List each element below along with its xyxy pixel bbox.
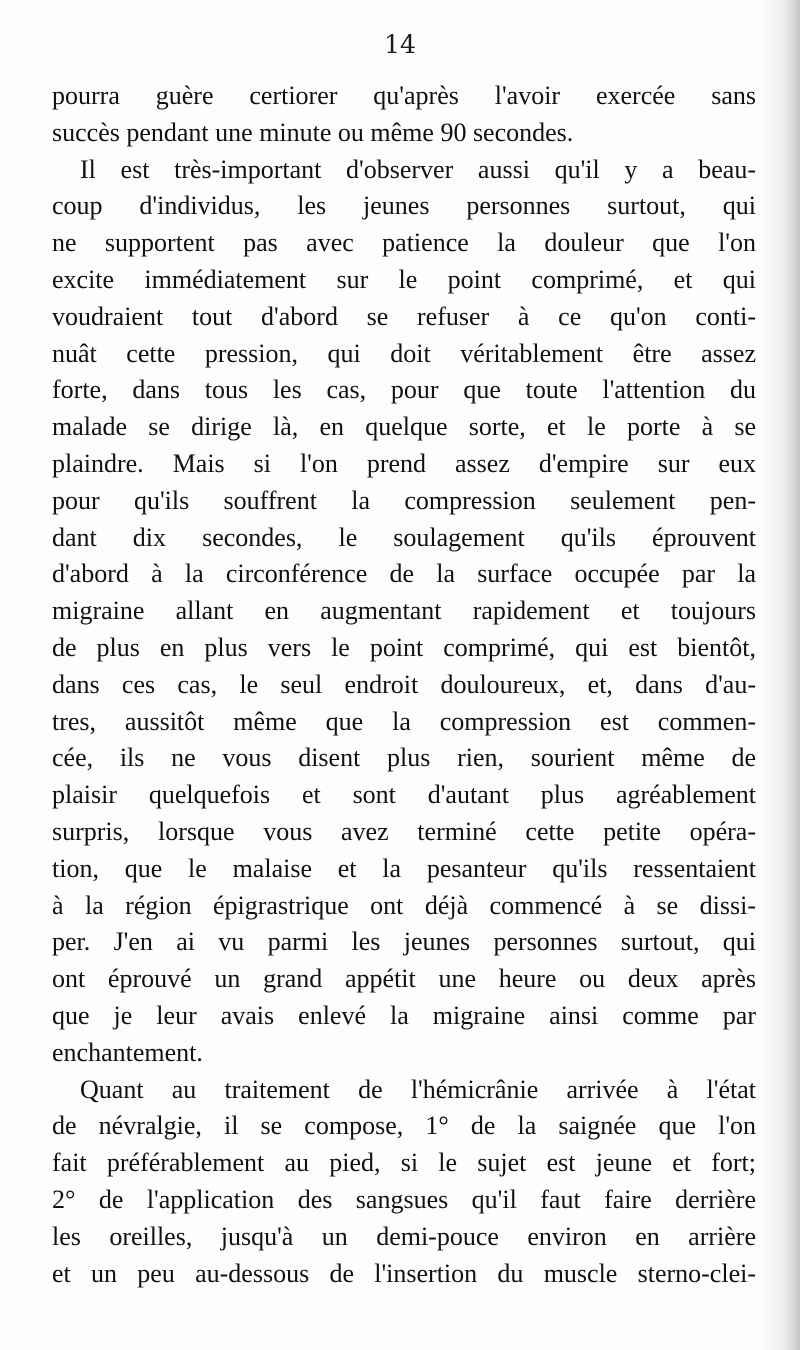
text-line: et un peu au-dessous de l'insertion du muscle sterno-clei- xyxy=(52,1258,756,1288)
text-line: dant dix secondes, le soulagement qu'ils éprouvent xyxy=(52,522,756,552)
text-line: 2° de l'application des sangsues qu'il faut faire derrière xyxy=(52,1184,756,1214)
text-line: cée, ils ne vous disent plus rien, sourient même de xyxy=(52,743,756,773)
text-line: ont éprouvé un grand appétit une heure ou deux après xyxy=(52,964,756,994)
text-line: nuât cette pression, qui doit véritablement être assez xyxy=(52,338,756,368)
text-line: fait préférablement au pied, si le sujet est jeune et fort; xyxy=(52,1148,756,1178)
text-line: per. J'en ai vu parmi les jeunes personnes surtout, qui xyxy=(52,927,756,957)
text-line: malade se dirige là, en quelque sorte, et le porte à se xyxy=(52,412,756,442)
text-line: tion, que le malaise et la pesanteur qu'ils ressentaient xyxy=(52,853,756,883)
text-line: d'abord à la circonférence de la surface occupée par la xyxy=(52,559,756,589)
text-line: pour qu'ils souffrent la compression seulement pen- xyxy=(52,485,756,515)
text-line: coup d'individus, les jeunes personnes surtout, qui xyxy=(52,191,756,221)
page-number: 14 xyxy=(384,30,416,59)
text-line: migraine allant en augmentant rapidement et toujours xyxy=(52,596,756,626)
text-line: de plus en plus vers le point comprimé, qui est bientôt, xyxy=(52,632,756,662)
text-line: pourra guère certiorer qu'après l'avoir exercée sans xyxy=(52,81,756,110)
text-line: Il est très-important d'observer aussi qu'il y a beau- xyxy=(80,154,756,184)
text-line: ne supportent pas avec patience la douleur que l'on xyxy=(52,228,756,258)
text-line: surpris, lorsque vous avez terminé cette petite opéra- xyxy=(52,816,756,846)
text-line: excite immédiatement sur le point comprimé, et qui xyxy=(52,264,756,294)
text-line: les oreilles, jusqu'à un demi-pouce environ en arrière xyxy=(52,1221,756,1251)
text-line: plaindre. Mais si l'on prend assez d'empire sur eux xyxy=(52,448,756,478)
text-line: forte, dans tous les cas, pour que toute l'attention du xyxy=(52,375,756,405)
text-line: dans ces cas, le seul endroit douloureux, et, dans d'au- xyxy=(52,669,756,699)
text-line: que je leur avais enlevé la migraine ainsi comme par xyxy=(52,1000,756,1030)
text-line: succès pendant une minute ou même 90 secondes. xyxy=(52,117,574,147)
text-line: voudraient tout d'abord se refuser à ce qu'on conti- xyxy=(52,301,756,331)
text-line: à la région épigrastrique ont déjà commencé à se dissi- xyxy=(52,890,756,920)
page-edge-shadow xyxy=(762,0,800,1350)
text-line: enchantement. xyxy=(52,1037,203,1067)
text-line: Quant au traitement de l'hémicrânie arrivée à l'état xyxy=(80,1074,756,1104)
text-line: tres, aussitôt même que la compression est commen- xyxy=(52,706,756,736)
body-text xyxy=(52,78,756,1292)
text-line: plaisir quelquefois et sont d'autant plus agréablement xyxy=(52,780,756,810)
text-line: de névralgie, il se compose, 1° de la saignée que l'on xyxy=(52,1111,756,1141)
